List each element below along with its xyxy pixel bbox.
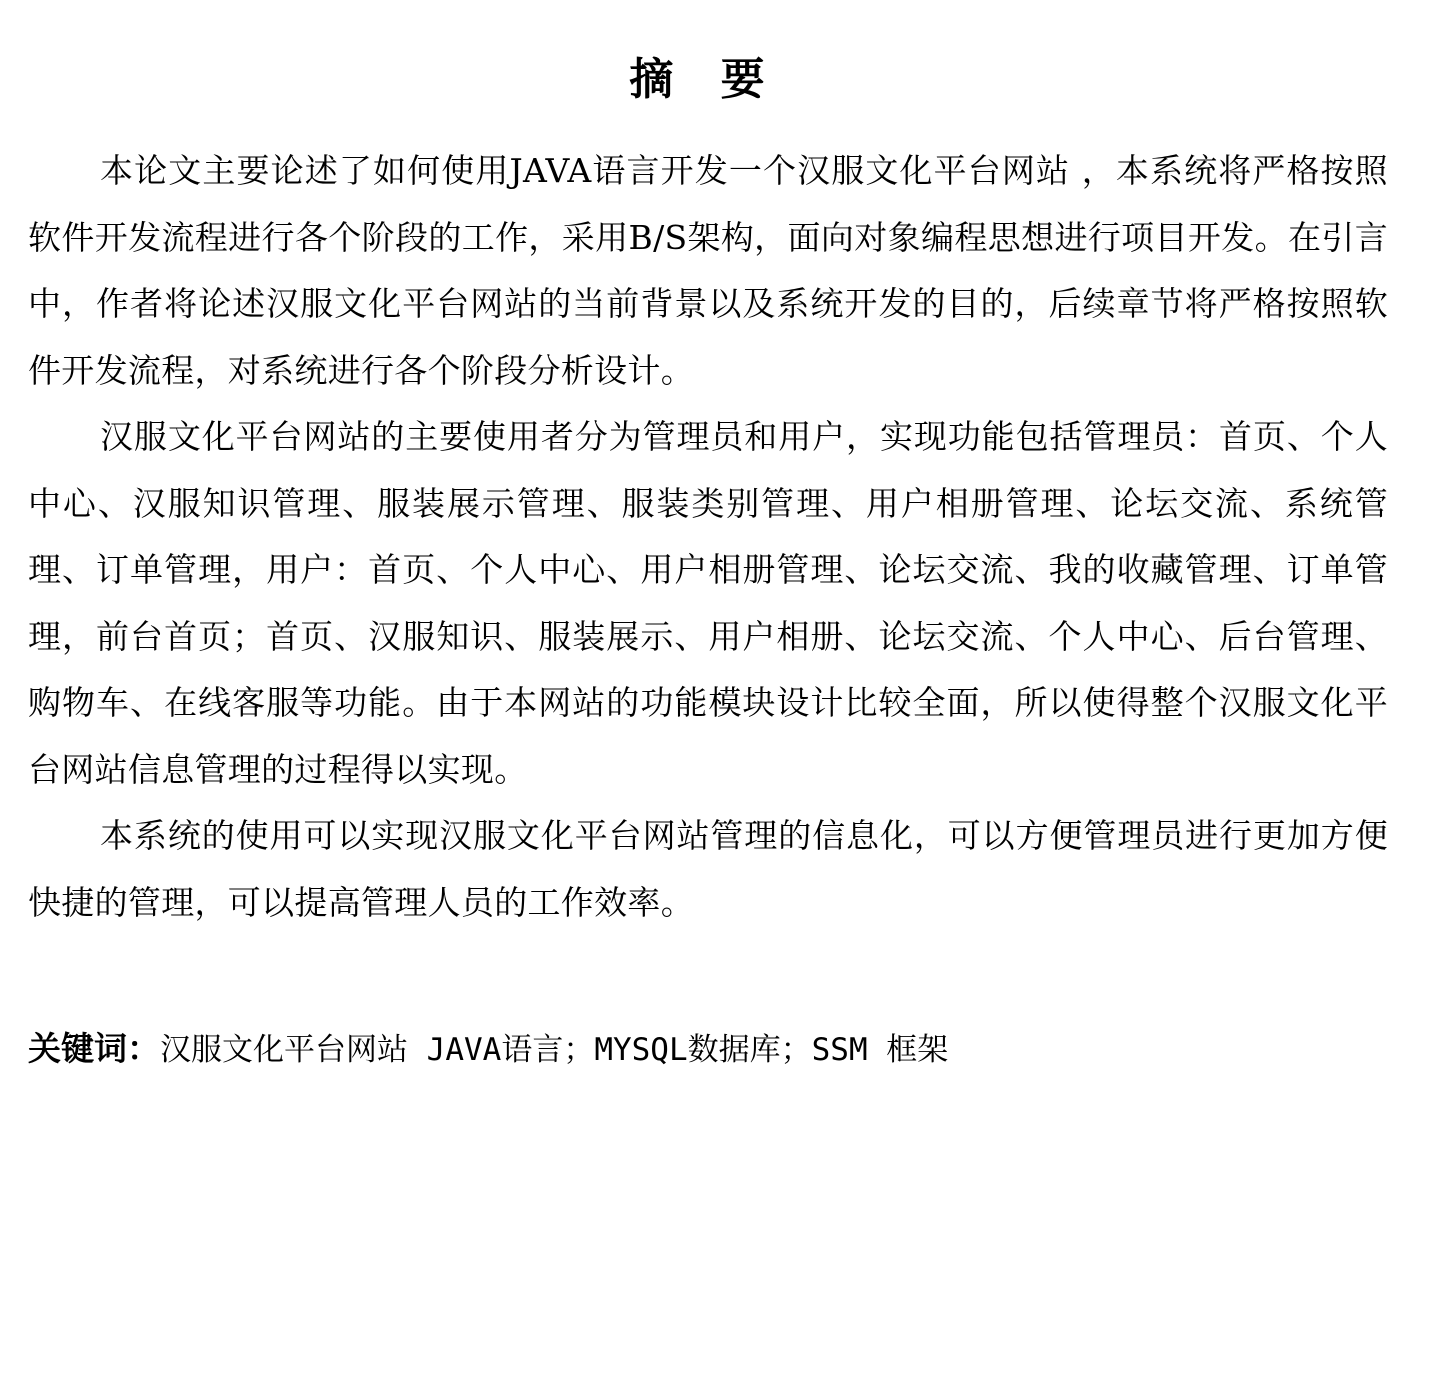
abstract-paragraph-3: 本系统的使用可以实现汉服文化平台网站管理的信息化，可以方便管理员进行更加方便快捷的管理，可以提高管理人员的工作效率。 bbox=[28, 816, 1388, 922]
abstract-paragraph-1: 本论文主要论述了如何使用JAVA语言开发一个汉服文化平台网站 ，本系统将严格按照软件开发流程进行各个阶段的工作，采用B/S架构，面向对象编程思想进行项目开发。在引言中，作者将论述汉服文化平台网站的当前背景以及系统开发的目的，后续章节将严格按照软件开发流程，对系统进行各个阶段分析设计。 bbox=[28, 151, 1388, 390]
abstract-paragraph-2: 汉服文化平台网站的主要使用者分为管理员和用户，实现功能包括管理员：首页、个人中心、汉服知识管理、服装展示管理、服装类别管理、用户相册管理、论坛交流、系统管理、订单管理，用户：首页、个人中心、用户相册管理、论坛交流、我的收藏管理、订单管理，前台首页；首页、汉服知识、服装展示、用户相册、论坛交流、个人中心、后台管理、购物车、在线客服等功能。由于本网站的功能模块设计比较全面，所以使得整个汉服文化平台网站信息管理的过程得以实现。 bbox=[28, 417, 1388, 789]
keywords-line bbox=[28, 1016, 1408, 1083]
keywords-label: 关键词： bbox=[28, 1029, 160, 1068]
page-title: 摘 要 bbox=[629, 54, 781, 105]
abstract-body bbox=[28, 138, 1388, 936]
keywords-text: 汉服文化平台网站 JAVA语言；MYSQL数据库；SSM 框架 bbox=[160, 1032, 949, 1068]
